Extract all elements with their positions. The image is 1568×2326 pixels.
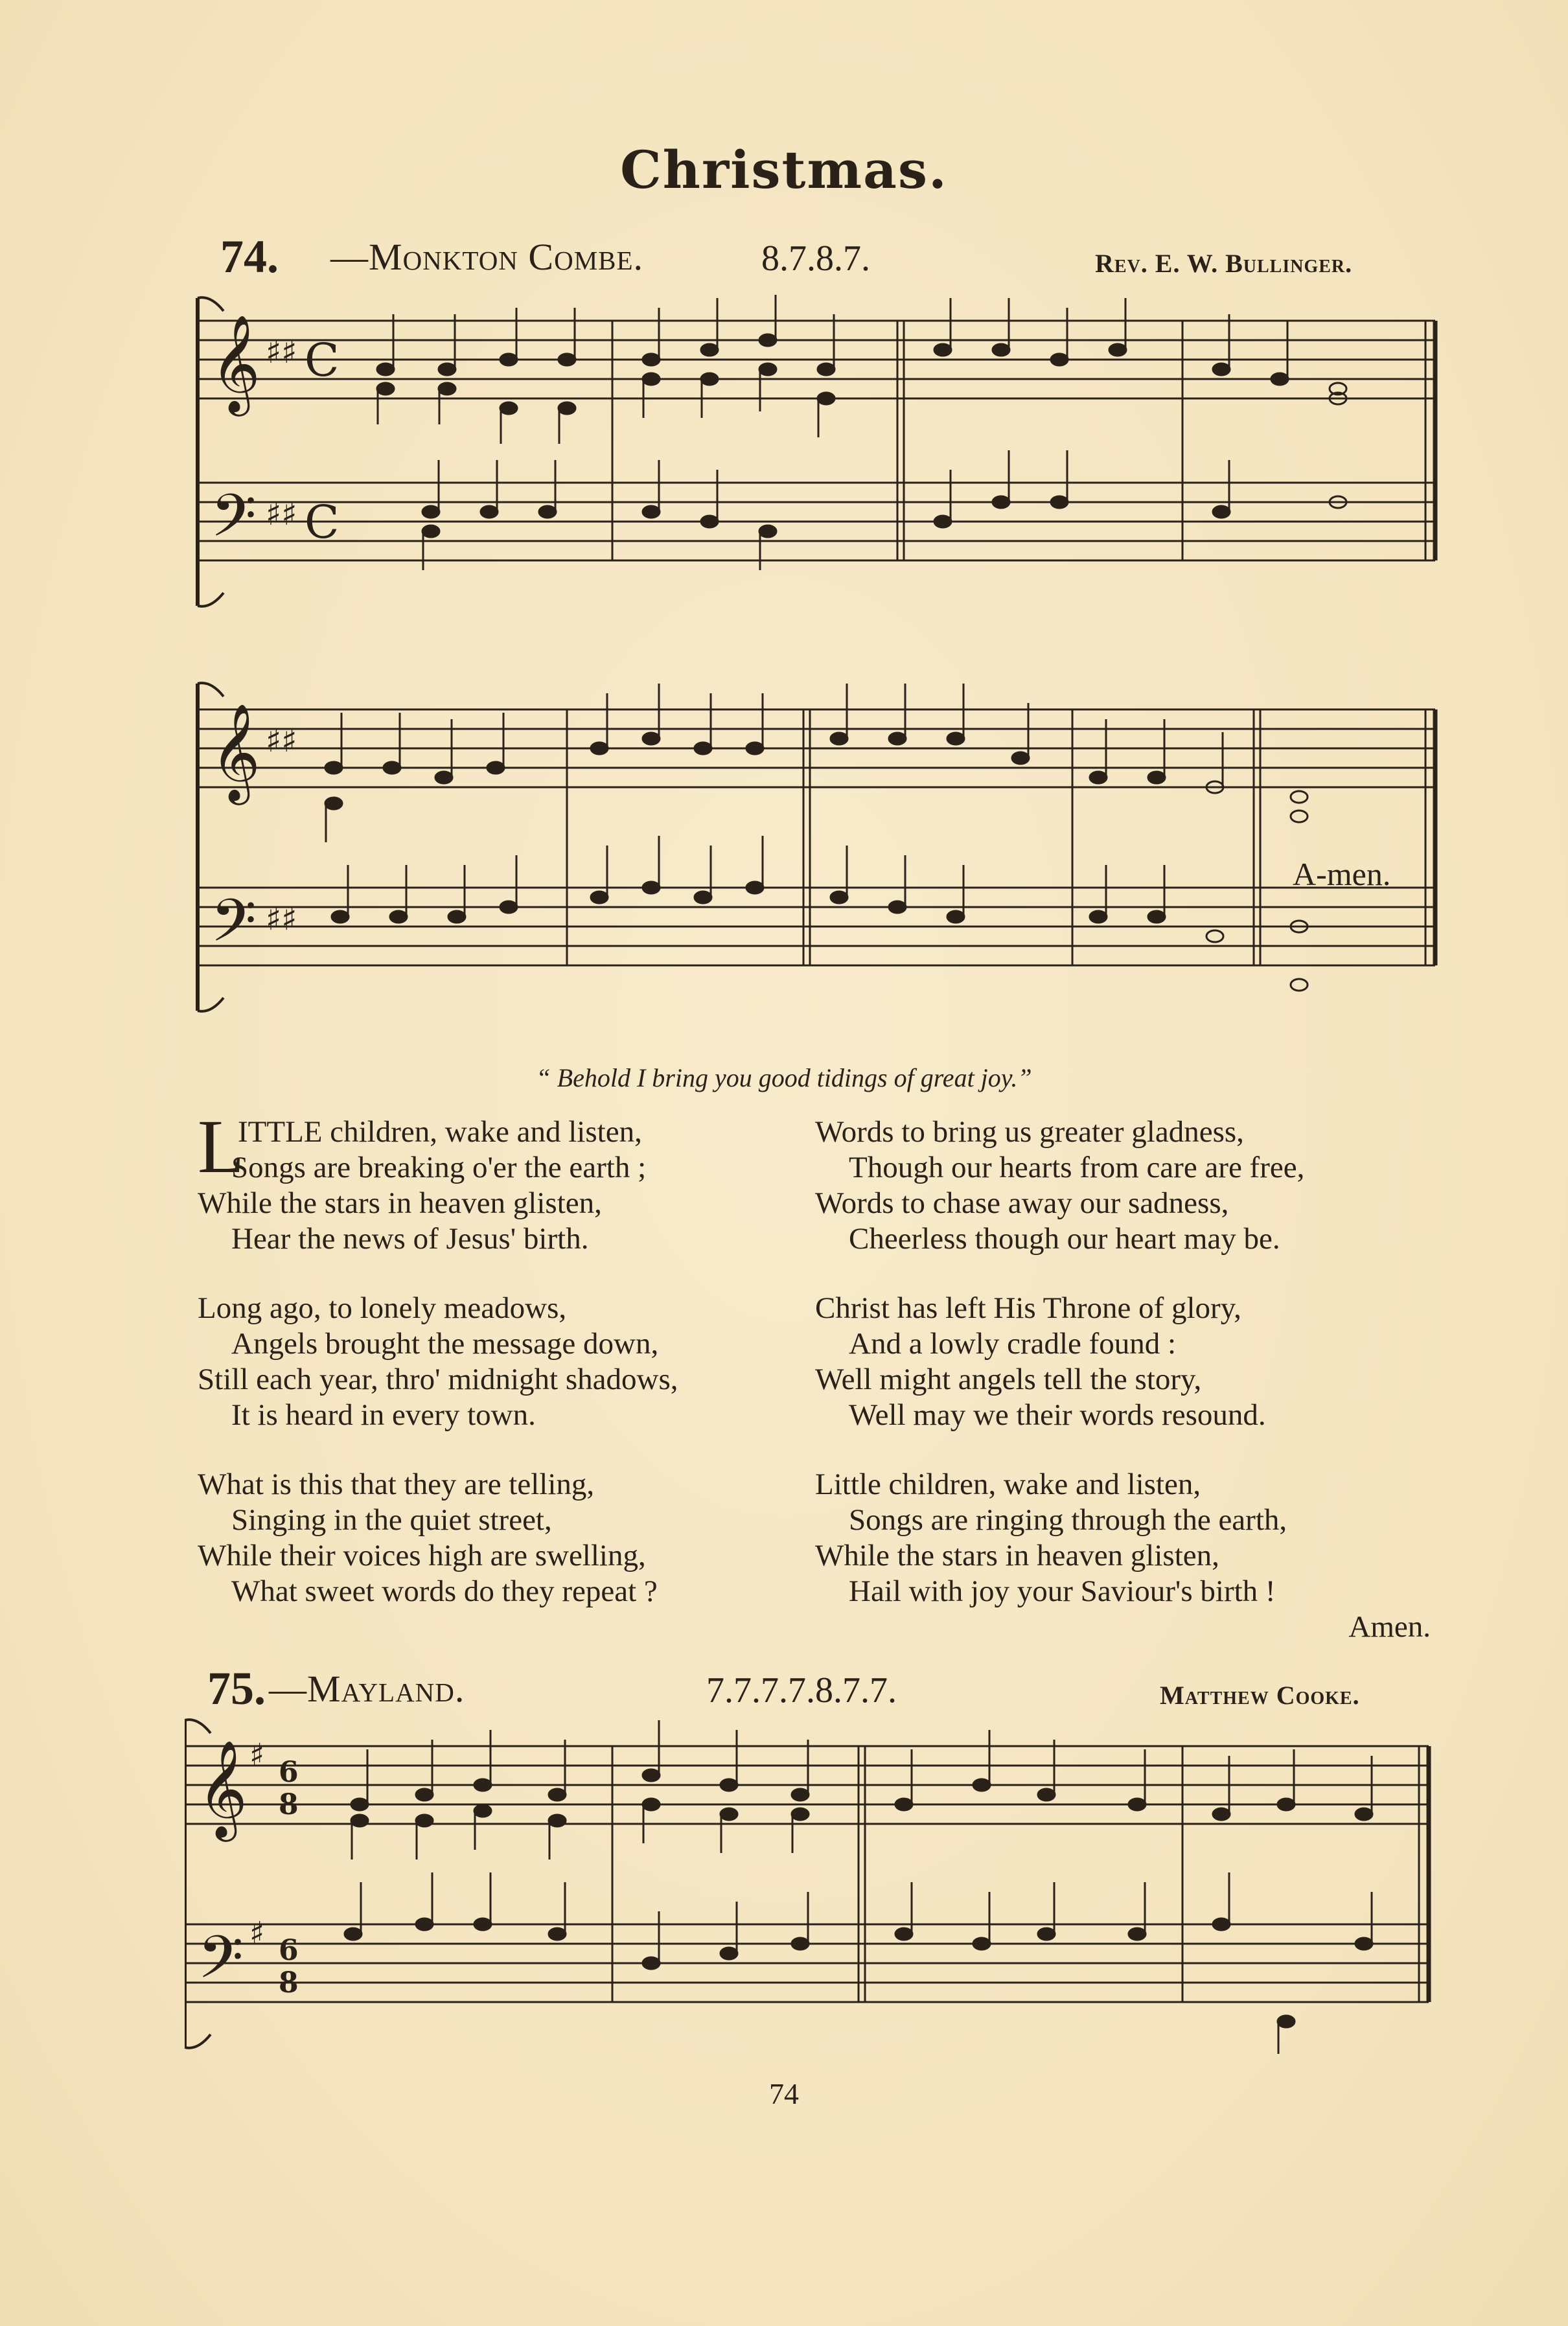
treble-staff — [198, 709, 1435, 787]
verse-line: Christ has left His Throne of glory, — [815, 1291, 1241, 1325]
svg-text:♯♯: ♯♯ — [266, 495, 297, 533]
verse-3 — [198, 1467, 807, 1609]
bass-staff — [185, 1924, 1429, 2002]
verse-line: It is heard in every town. — [231, 1398, 536, 1432]
svg-text:♯: ♯ — [249, 1915, 265, 1952]
hymn-number: 75. — [207, 1663, 266, 1714]
verse-line: Angels brought the message down, — [231, 1327, 659, 1361]
svg-text:C: C — [305, 334, 340, 387]
verse-1 — [198, 1104, 807, 1257]
verse-line: Though our hearts from care are free, — [849, 1151, 1305, 1184]
section-title: Christmas. — [620, 139, 948, 200]
score-image — [185, 680, 1448, 1024]
hymn-74-header — [0, 230, 1568, 282]
verses-left-column — [198, 1104, 807, 1643]
music-system-3 — [185, 1717, 1448, 2060]
svg-text:C: C — [305, 496, 340, 549]
amen-lyric: A-men. — [1293, 856, 1391, 892]
bass-staff — [198, 888, 1435, 965]
hymn-number: 74. — [220, 231, 279, 282]
hymn-75-header — [0, 1662, 1568, 1714]
verse-line: Words to bring us greater gladness, — [815, 1115, 1244, 1149]
verse-line: And a lowly cradle found : — [849, 1327, 1177, 1361]
epigraph: “ Behold I bring you good tidings of great joy.” — [536, 1063, 1032, 1092]
verse-2 — [198, 1291, 807, 1433]
music-system-1 — [185, 295, 1448, 619]
verse-line: Songs are ringing through the earth, — [849, 1503, 1287, 1537]
verse-5 — [815, 1291, 1431, 1433]
music-system-2 — [185, 680, 1448, 1024]
verse-line: While the stars in heaven glisten, — [815, 1539, 1219, 1572]
verse-line: ITTLE children, wake and listen, — [238, 1115, 642, 1149]
verse-line: Singing in the quiet street, — [231, 1503, 552, 1537]
verse-6 — [815, 1467, 1431, 1645]
svg-text:♯♯: ♯♯ — [266, 333, 297, 371]
verses-right-column — [815, 1114, 1431, 1645]
tune-name: —Mayland. — [269, 1668, 465, 1710]
svg-text:𝄞: 𝄞 — [211, 702, 260, 801]
tune-name: —Monkton Combe. — [330, 236, 644, 278]
verse-4 — [815, 1114, 1431, 1257]
verse-line: Hail with joy your Saviour's birth ! — [849, 1574, 1276, 1608]
svg-text:♯: ♯ — [249, 1737, 265, 1773]
verse-line: Well might angels tell the story, — [815, 1363, 1202, 1396]
verse-line: Long ago, to lonely meadows, — [198, 1291, 567, 1325]
verse-line: What sweet words do they repeat ? — [231, 1574, 658, 1608]
meter: 8.7.8.7. — [761, 238, 870, 279]
svg-text:𝄞: 𝄞 — [198, 1739, 248, 1837]
verse-line: While their voices high are swelling, — [198, 1539, 646, 1572]
svg-text:6: 6 — [279, 1756, 299, 1789]
bass-staff — [198, 483, 1435, 560]
svg-text:8: 8 — [279, 1966, 299, 1999]
score-image — [185, 1717, 1448, 2060]
verse-line: What is this that they are telling, — [198, 1468, 595, 1501]
svg-text:𝄢: 𝄢 — [198, 1923, 244, 2006]
svg-text:6: 6 — [279, 1934, 299, 1967]
verse-line: Words to chase away our sadness, — [815, 1186, 1229, 1220]
verse-line: Hear the news of Jesus' birth. — [231, 1222, 589, 1256]
composer: Matthew Cooke. — [1160, 1681, 1360, 1710]
svg-text:♯♯: ♯♯ — [266, 722, 297, 759]
meter: 7.7.7.7.8.7.7. — [706, 1670, 897, 1710]
svg-text:𝄞: 𝄞 — [211, 314, 260, 412]
drop-cap: L — [198, 1104, 245, 1189]
verse-line: Little children, wake and listen, — [815, 1468, 1201, 1501]
page-number: 74 — [769, 2077, 799, 2110]
score-image — [185, 295, 1448, 619]
svg-text:𝄢: 𝄢 — [211, 886, 257, 969]
verse-line: Well may we their words resound. — [849, 1398, 1266, 1432]
verse-line: Still each year, thro' midnight shadows, — [198, 1363, 678, 1396]
composer: Rev. E. W. Bullinger. — [1095, 249, 1353, 278]
svg-text:8: 8 — [279, 1788, 299, 1821]
verse-line: While the stars in heaven glisten, — [198, 1186, 602, 1220]
svg-text:𝄢: 𝄢 — [211, 481, 257, 564]
closing-amen: Amen. — [1348, 1610, 1431, 1644]
verse-line: Cheerless though our heart may be. — [849, 1222, 1280, 1256]
svg-text:♯♯: ♯♯ — [266, 900, 297, 938]
verse-line: Songs are breaking o'er the earth ; — [231, 1151, 647, 1184]
